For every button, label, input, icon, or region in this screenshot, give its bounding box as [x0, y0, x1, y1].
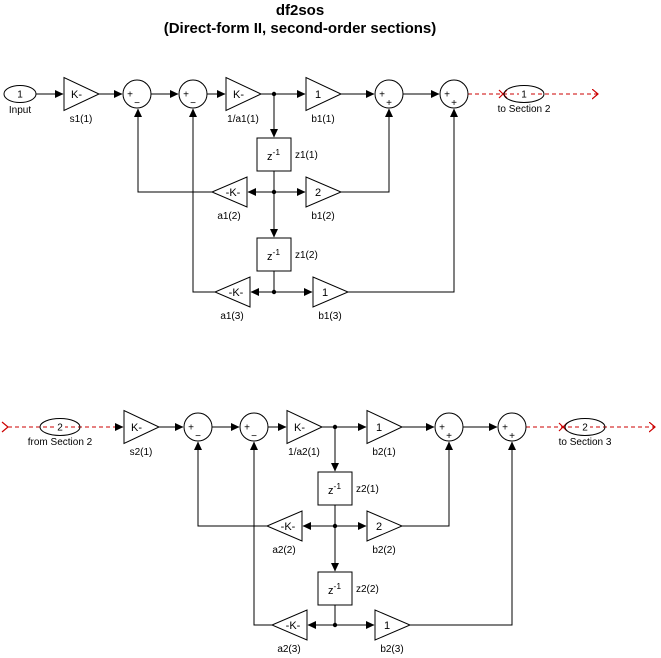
- feedback-line: [138, 109, 212, 192]
- gain-a1-2-label: a1(2): [217, 211, 241, 222]
- port-number: 2: [57, 422, 63, 434]
- sum-sign-bottom: +: [386, 98, 392, 109]
- gain-s1-1-label: s1(1): [69, 114, 93, 125]
- gain-value: 2: [315, 187, 322, 199]
- unit-delay-z2-1[interactable]: [318, 472, 352, 505]
- gain-inv-a2-1-label: 1/a2(1): [288, 447, 320, 458]
- sum-sign-bottom: +: [451, 98, 457, 109]
- gain-value: 1: [384, 620, 391, 632]
- gain-b1-3[interactable]: [313, 277, 348, 307]
- gain-b1-1[interactable]: [306, 78, 341, 111]
- diagram-subtitle: (Direct-form II, second-order sections): [163, 20, 437, 37]
- sum-block-4[interactable]: [440, 80, 468, 109]
- connection-port-out-label: to Section 2: [497, 104, 551, 115]
- gain-a2-3[interactable]: [272, 610, 307, 640]
- gain-value: 2: [376, 521, 383, 533]
- delay-base: z: [267, 151, 273, 163]
- gain-value: -K-: [225, 187, 241, 199]
- continuation-arrow-icon: [2, 422, 8, 432]
- gain-value: -K-: [280, 521, 296, 533]
- connection-port-out-label: to Section 3: [558, 437, 612, 448]
- connection-port-in-label: from Section 2: [27, 437, 93, 448]
- gain-s2-1[interactable]: [124, 411, 159, 444]
- sum-sign-left: +: [183, 89, 189, 101]
- section-1: [4, 78, 598, 323]
- diagram-title: df2sos: [275, 2, 325, 19]
- port-number: 2: [582, 422, 588, 434]
- gain-value: K-: [131, 422, 142, 434]
- gain-s2-1-label: s2(1): [129, 447, 153, 458]
- sum-sign-bottom: +: [509, 431, 515, 442]
- unit-delay-z1-2-label: z1(2): [295, 250, 318, 261]
- gain-a2-2-label: a2(2): [272, 545, 296, 556]
- gain-b1-2-label: b1(2): [311, 211, 335, 222]
- feedforward-line: [341, 109, 389, 192]
- gain-a1-3[interactable]: [215, 277, 250, 307]
- gain-a1-3-label: a1(3): [220, 311, 244, 322]
- gain-value: 1: [315, 89, 322, 101]
- sum-sign-left: +: [127, 89, 133, 101]
- sum-sign-left: +: [188, 422, 194, 434]
- sum-sign-bottom: −: [195, 431, 201, 442]
- sum-block-4[interactable]: [498, 413, 526, 442]
- unit-delay-z1-1-label: z1(1): [295, 150, 318, 161]
- gain-a1-2[interactable]: [212, 177, 247, 207]
- feedback-line: [193, 109, 215, 292]
- sum-sign-bottom: +: [446, 431, 452, 442]
- gain-a2-2[interactable]: [267, 511, 302, 541]
- section-2: [2, 411, 655, 656]
- sum-sign-left: +: [502, 422, 508, 434]
- delay-base: z: [267, 251, 273, 263]
- gain-b2-2-label: b2(2): [372, 545, 396, 556]
- gain-value: -K-: [228, 287, 244, 299]
- inport-label: Input: [8, 105, 32, 116]
- feedforward-line: [410, 442, 512, 625]
- gain-inv-a1-1[interactable]: [226, 78, 261, 111]
- feedforward-line: [348, 109, 454, 292]
- gain-value: K-: [233, 89, 244, 101]
- unit-delay-z2-2-label: z2(2): [356, 584, 379, 595]
- sum-block-1[interactable]: [123, 80, 151, 109]
- sum-block-3[interactable]: [375, 80, 403, 109]
- gain-inv-a2-1[interactable]: [287, 411, 322, 444]
- delay-exponent: -1: [272, 147, 281, 157]
- gain-value: 1: [376, 422, 383, 434]
- gain-b2-3-label: b2(3): [380, 644, 404, 655]
- gain-s1-1[interactable]: [64, 78, 99, 111]
- gain-a2-3-label: a2(3): [277, 644, 301, 655]
- unit-delay-z2-2[interactable]: [318, 572, 352, 605]
- gain-b2-2[interactable]: [367, 511, 402, 541]
- unit-delay-z1-1[interactable]: [257, 138, 291, 171]
- sum-block-3[interactable]: [435, 413, 463, 442]
- gain-value: K-: [294, 422, 305, 434]
- sum-sign-bottom: −: [190, 98, 196, 109]
- gain-inv-a1-1-label: 1/a1(1): [227, 114, 259, 125]
- gain-value: -K-: [285, 620, 301, 632]
- sum-sign-bottom: −: [134, 98, 140, 109]
- gain-b2-1-label: b2(1): [372, 447, 396, 458]
- feedforward-line: [402, 442, 449, 526]
- gain-value: 1: [322, 287, 329, 299]
- sum-sign-left: +: [444, 89, 450, 101]
- gain-b2-1[interactable]: [367, 411, 402, 444]
- delay-exponent: -1: [333, 581, 342, 591]
- gain-b1-2[interactable]: [306, 177, 341, 207]
- sum-block-2[interactable]: [240, 413, 268, 442]
- port-number: 1: [521, 89, 527, 101]
- gain-b1-3-label: b1(3): [318, 311, 342, 322]
- gain-b2-3[interactable]: [375, 610, 410, 640]
- feedback-line: [254, 442, 272, 625]
- sum-block-1[interactable]: [184, 413, 212, 442]
- delay-exponent: -1: [272, 247, 281, 257]
- gain-value: K-: [71, 89, 82, 101]
- sum-sign-left: +: [244, 422, 250, 434]
- sum-sign-left: +: [439, 422, 445, 434]
- sum-block-2[interactable]: [179, 80, 207, 109]
- delay-base: z: [328, 585, 334, 597]
- feedback-line: [198, 442, 267, 526]
- sum-sign-left: +: [379, 89, 385, 101]
- gain-b1-1-label: b1(1): [311, 114, 335, 125]
- unit-delay-z1-2[interactable]: [257, 238, 291, 271]
- unit-delay-z2-1-label: z2(1): [356, 484, 379, 495]
- inport-block[interactable]: [4, 86, 36, 103]
- inport-number: 1: [17, 89, 23, 101]
- sum-sign-bottom: −: [251, 431, 257, 442]
- delay-base: z: [328, 485, 334, 497]
- delay-exponent: -1: [333, 481, 342, 491]
